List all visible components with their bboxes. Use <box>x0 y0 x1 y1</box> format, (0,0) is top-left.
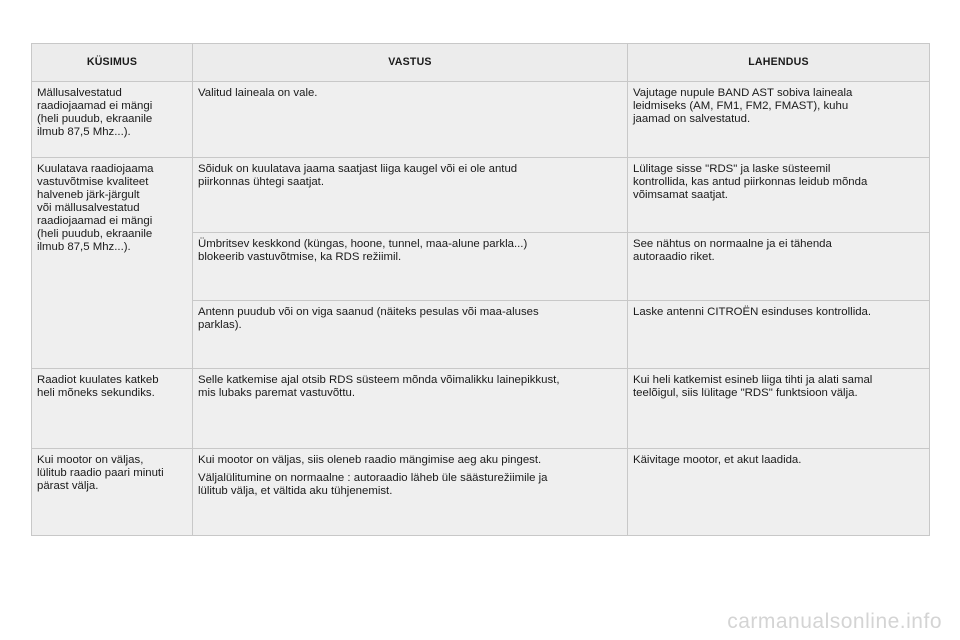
answer-cell <box>193 449 628 536</box>
solution-text: Käivitage mootor, et akut laadida. <box>633 454 802 466</box>
answer-cell <box>193 233 628 301</box>
header-answer: VASTUS <box>193 44 628 82</box>
solution-cell <box>628 301 930 369</box>
table-row <box>32 82 930 158</box>
solution-text: Vajutage nupule BAND AST sobiva laineala leidmiseks (AM, FM1, FM2, FMAST), kuhu jaamad on salvestatud. <box>633 87 853 125</box>
solution-cell <box>628 449 930 536</box>
solution-cell <box>628 369 930 449</box>
solution-text: Lülitage sisse "RDS" ja laske süsteemil kontrollida, kas antud piirkonnas leidub mõnda võimsamat saatjat. <box>633 163 868 201</box>
answer-cell <box>193 82 628 158</box>
header-question: KÜSIMUS <box>32 44 193 82</box>
troubleshooting-table <box>31 43 930 536</box>
table-row <box>32 449 930 536</box>
answer-text: Selle katkemise ajal otsib RDS süsteem mõnda võimalikku lainepikkust, mis lubaks paremat vastuvõttu. <box>198 374 560 399</box>
answer-cell <box>193 369 628 449</box>
table-header-row <box>32 44 930 82</box>
question-cell <box>32 449 193 536</box>
solution-text: See nähtus on normaalne ja ei tähenda autoraadio riket. <box>633 238 832 263</box>
answer-text: Antenn puudub või on viga saanud (näiteks pesulas või maa-aluses parklas). <box>198 306 539 331</box>
answer-text: Väljalülitumine on normaalne : autoraadio läheb üle säästurežiimile ja lülitub välja, et vältida aku tühjenemist. <box>198 472 548 497</box>
table-row <box>32 369 930 449</box>
answer-text: Kui mootor on väljas, siis oleneb raadio mängimise aeg aku pingest. <box>198 454 542 466</box>
answer-text: Ümbritsev keskkond (küngas, hoone, tunnel, maa-alune parkla...) blokeerib vastuvõtmise, ka RDS režiimil. <box>198 238 528 263</box>
question-cell <box>32 369 193 449</box>
watermark: carmanualsonline.info <box>727 610 942 633</box>
answer-cell <box>193 158 628 233</box>
question-text: Kuulatava raadiojaama vastuvõtmise kvaliteet halveneb järk-järgult või mällusalvestatud raadiojaamad ei mängi (heli puudub, ekraanile ilmub 87,5 Mhz...). <box>37 163 154 253</box>
solution-cell <box>628 158 930 233</box>
solution-text: Laske antenni CITROËN esinduses kontrollida. <box>633 306 872 318</box>
solution-cell <box>628 233 930 301</box>
answer-cell <box>193 301 628 369</box>
answer-text: Valitud laineala on vale. <box>198 87 318 99</box>
question-text: Raadiot kuulates katkeb heli mõneks sekundiks. <box>37 374 159 399</box>
solution-text: Kui heli katkemist esineb liiga tihti ja alati samal teelõigul, siis lülitage "RDS" funktsioon välja. <box>633 374 873 399</box>
question-text: Mällusalvestatud raadiojaamad ei mängi (heli puudub, ekraanile ilmub 87,5 Mhz...). <box>37 87 153 138</box>
question-cell <box>32 82 193 158</box>
question-cell <box>32 158 193 369</box>
answer-text: Sõiduk on kuulatava jaama saatjast liiga kaugel või ei ole antud piirkonnas ühtegi saatjat. <box>198 163 518 188</box>
header-solution: LAHENDUS <box>628 44 930 82</box>
solution-cell <box>628 82 930 158</box>
question-text: Kui mootor on väljas, lülitub raadio paari minuti pärast välja. <box>37 454 164 492</box>
table-row <box>32 158 930 233</box>
